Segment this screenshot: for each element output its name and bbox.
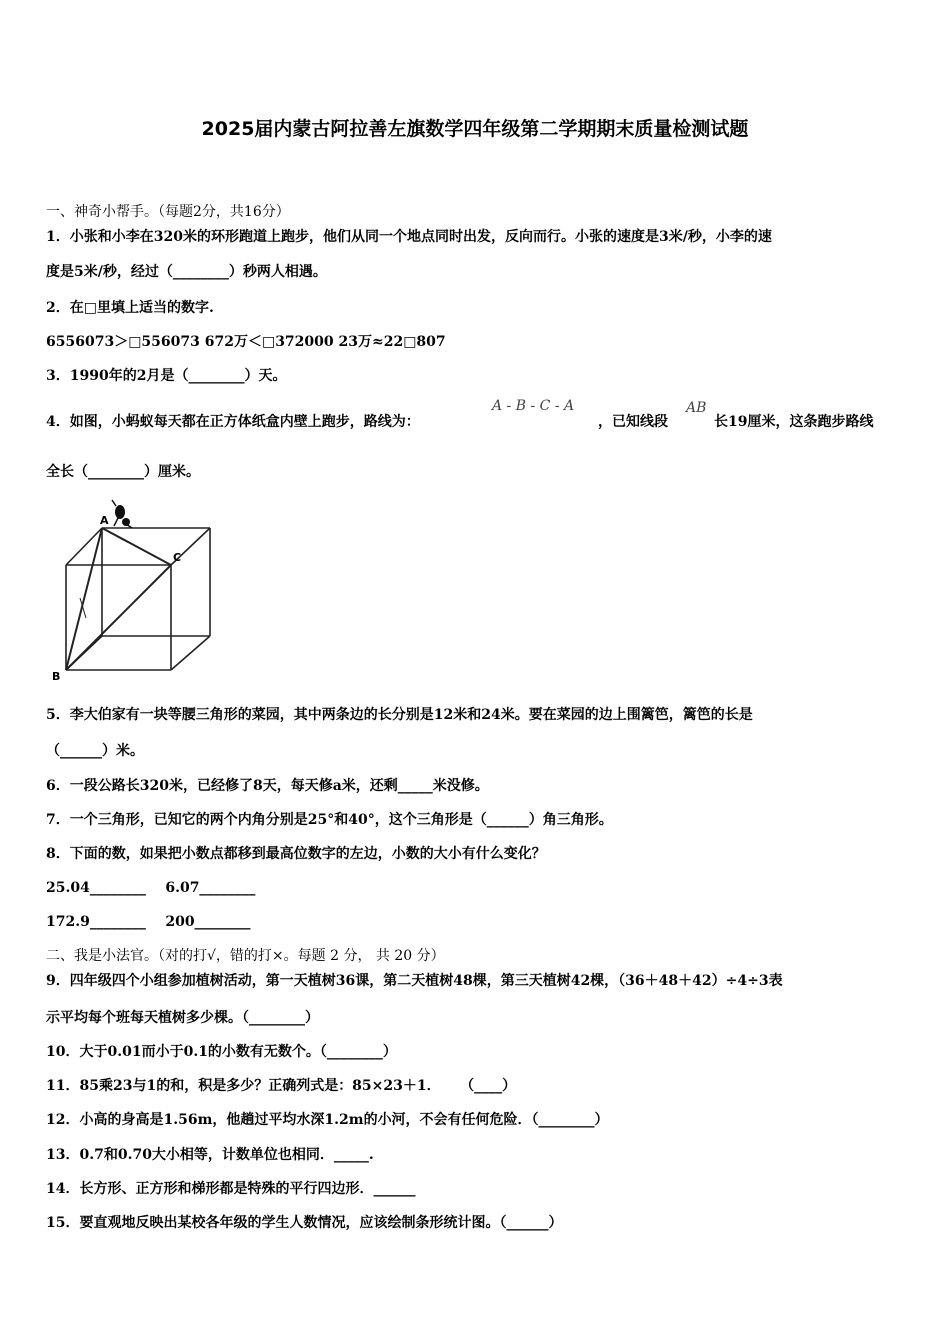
question-15: 15．要直观地反映出某校各年级的学生人数情况，应该绘制条形统计图。（______） xyxy=(46,1215,563,1231)
question-7: 7．一个三角形，已知它的两个内角分别是25°和40°，这个三角形是（______）角三角形。 xyxy=(46,812,613,828)
question-4-part2: ，已知线段 xyxy=(598,414,668,430)
question-13: 13．0.7和0.70大小相等，计数单位也相同．_____. xyxy=(46,1147,374,1163)
question-8: 8．下面的数，如果把小数点都移到最高位数字的左边，小数的大小有什么变化？ xyxy=(46,846,546,862)
question-10: 10．大于0.01而小于0.1的小数有无数个。（________） xyxy=(46,1044,397,1060)
question-1-line2: 度是5米/秒，经过（________）秒两人相遇。 xyxy=(46,264,327,280)
segment-formula: AB xyxy=(686,400,707,416)
page-title: 2025届内蒙古阿拉善左旗数学四年级第二学期期末质量检测试题 xyxy=(201,118,749,140)
question-1-line1: 1．小张和小李在320米的环形跑道上跑步，他们从同一个地点同时出发，反向而行。小张的速度是3米/秒，小李的速 xyxy=(46,229,772,245)
question-4-part3: 长19厘米，这条跑步路线 xyxy=(714,414,874,430)
section1-heading: 一、神奇小帮手。（每题2分，共16分） xyxy=(46,204,290,220)
question-14: 14．长方形、正方形和梯形都是特殊的平行四边形．______ xyxy=(46,1181,416,1197)
question-2-items: 6556073＞□556073 672万＜□372000 23万≈22□807 xyxy=(46,334,446,350)
question-4-part1: 4．如图，小蚂蚁每天都在正方体纸盒内壁上跑步，路线为： xyxy=(46,414,420,430)
ant-icon xyxy=(112,500,132,528)
question-8-row1: 25.04________ 6.07________ xyxy=(46,880,256,896)
label-c: C xyxy=(173,551,182,564)
question-12: 12．小高的身高是1.56m，他趟过平均水深1.2m的小河，不会有任何危险．（________） xyxy=(46,1112,609,1128)
section2-heading: 二、我是小法官。（对的打√，错的打×。每题 2 分， 共 20 分） xyxy=(46,948,445,964)
question-3: 3．1990年的2月是（________）天。 xyxy=(46,368,287,384)
cube-figure xyxy=(46,498,221,686)
question-4-line2: 全长（________）厘米。 xyxy=(46,464,200,480)
question-9-line2: 示平均每个班每天植树多少棵。（________） xyxy=(46,1010,319,1026)
question-9-line1: 9．四年级四个小组参加植树活动，第一天植树36课，第二天植树48棵，第三天植树42棵，（36＋48＋42）÷4÷3表 xyxy=(46,973,783,989)
question-11: 11．85乘23与1的和，积是多少？正确列式是：85×23＋1． （____） xyxy=(46,1078,517,1094)
label-a: A xyxy=(100,514,109,527)
question-2: 2．在□里填上适当的数字. xyxy=(46,300,214,316)
question-6: 6．一段公路长320米，已经修了8天，每天修a米，还剩_____米没修。 xyxy=(46,778,489,794)
question-5-line2: （______）米。 xyxy=(46,743,144,759)
route-formula: A - B - C - A xyxy=(492,398,575,414)
question-8-row2: 172.9________ 200________ xyxy=(46,914,251,930)
question-5-line1: 5．李大伯家有一块等腰三角形的菜园，其中两条边的长分别是12米和24米。要在菜园的边上围篱笆，篱笆的长是 xyxy=(46,707,753,723)
label-b: B xyxy=(52,670,61,683)
